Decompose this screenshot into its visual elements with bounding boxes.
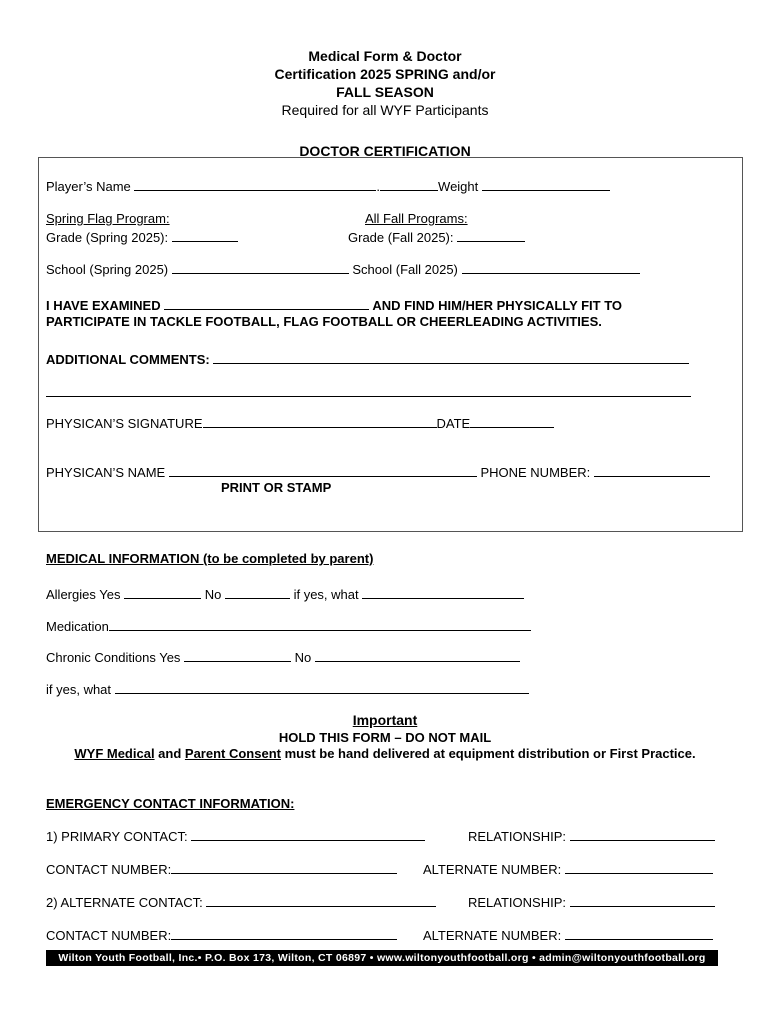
contact-number-row-2	[46, 927, 397, 943]
contact-number-label-2: CONTACT NUMBER:	[46, 928, 172, 943]
physician-name-label: PHYSICAN’S NAME	[46, 465, 166, 480]
alternate-number-field-2[interactable]	[565, 927, 713, 940]
additional-comments-field-2[interactable]	[46, 384, 691, 397]
alternate-contact-field[interactable]	[206, 894, 436, 907]
grade-spring-row	[46, 229, 238, 245]
form-title-line1: Medical Form & Doctor	[308, 48, 462, 64]
additional-comments-row	[46, 351, 689, 367]
alternate-number-row-2	[423, 927, 713, 943]
allergies-yes-label: Allergies Yes	[46, 587, 121, 602]
additional-comments-label: ADDITIONAL COMMENTS:	[46, 352, 210, 367]
alternate-contact-row	[46, 894, 436, 910]
relationship-row-2	[468, 894, 715, 910]
grade-fall-row	[348, 229, 525, 245]
medication-row	[46, 618, 531, 634]
date-label: DATE	[436, 416, 471, 431]
alternate-number-row-1	[423, 861, 713, 877]
weight-field[interactable]	[482, 178, 610, 191]
grade-fall-field[interactable]	[457, 229, 525, 242]
additional-comments-row2	[46, 384, 691, 400]
chronic-row	[46, 649, 520, 665]
relationship-field-2[interactable]	[570, 894, 715, 907]
physician-name-field[interactable]	[169, 464, 477, 477]
chronic-yes-label: Chronic Conditions Yes	[46, 650, 181, 665]
print-or-stamp: PRINT OR STAMP	[221, 480, 332, 495]
examined-label-c: PARTICIPATE IN TACKLE FOOTBALL, FLAG FOOTBALL OR CHEERLEADING ACTIVITIES.	[46, 314, 602, 329]
grade-fall-label: Grade (Fall 2025):	[348, 230, 454, 245]
school-spring-label: School (Spring 2025)	[46, 262, 169, 277]
alternate-number-field-1[interactable]	[565, 861, 713, 874]
delivery-notice	[0, 746, 770, 761]
contact-number-field-1[interactable]	[171, 861, 397, 874]
relationship-row-1	[468, 828, 715, 844]
alternate-number-label-1: ALTERNATE NUMBER:	[423, 862, 562, 877]
emergency-title: EMERGENCY CONTACT INFORMATION:	[46, 796, 295, 811]
relationship-label-2: RELATIONSHIP:	[468, 895, 567, 910]
doctor-certification-title: DOCTOR CERTIFICATION	[299, 143, 471, 159]
signature-label: PHYSICAN’S SIGNATURE	[46, 416, 203, 431]
chronic-if-yes-row	[46, 681, 529, 697]
phone-field[interactable]	[594, 464, 710, 477]
chronic-what-field[interactable]	[115, 681, 529, 694]
school-fall-field[interactable]	[462, 261, 640, 274]
contact-number-field-2[interactable]	[171, 927, 397, 940]
school-spring-field[interactable]	[172, 261, 349, 274]
contact-number-row-1	[46, 861, 397, 877]
examined-label: I HAVE EXAMINED	[46, 298, 161, 313]
medication-field[interactable]	[109, 618, 531, 631]
form-title-line3: FALL SEASON	[336, 84, 434, 100]
allergies-row	[46, 586, 524, 602]
examined-label-b: AND FIND HIM/HER PHYSICALLY FIT TO	[372, 298, 623, 313]
allergies-no-label: No	[204, 587, 222, 602]
chronic-no-field[interactable]	[315, 649, 520, 662]
examined-field[interactable]	[164, 297, 369, 310]
relationship-field-1[interactable]	[570, 828, 715, 841]
allergies-what-field[interactable]	[362, 586, 524, 599]
alternate-contact-label: 2) ALTERNATE CONTACT:	[46, 895, 203, 910]
parent-consent-text: Parent Consent	[184, 746, 281, 761]
allergies-no-field[interactable]	[225, 586, 290, 599]
grade-spring-label: Grade (Spring 2025):	[46, 230, 169, 245]
physician-name-row	[46, 464, 710, 480]
medical-info-title: MEDICAL INFORMATION (to be completed by parent)	[46, 551, 374, 566]
players-name-field[interactable]	[134, 178, 376, 191]
wyf-medical-text: WYF Medical	[74, 746, 155, 761]
spring-flag-label: Spring Flag Program:	[46, 211, 170, 226]
all-fall-label: All Fall Programs:	[365, 211, 468, 226]
and-text: and	[154, 746, 185, 761]
chronic-if-yes-label: if yes, what	[46, 682, 112, 697]
players-name-label: Player’s Name	[46, 179, 131, 194]
primary-contact-row	[46, 828, 425, 844]
school-row	[46, 261, 640, 277]
primary-contact-label: 1) PRIMARY CONTACT:	[46, 829, 188, 844]
chronic-yes-field[interactable]	[184, 649, 291, 662]
allergies-yes-field[interactable]	[124, 586, 201, 599]
relationship-label-1: RELATIONSHIP:	[468, 829, 567, 844]
footer-bar: Wilton Youth Football, Inc.• P.O. Box 173, Wilton, CT 06897 • www.wiltonyouthfootball.org • admin@wiltonyouthfootball.org	[46, 950, 718, 966]
alternate-number-label-2: ALTERNATE NUMBER:	[423, 928, 562, 943]
school-fall-label: School (Fall 2025)	[352, 262, 458, 277]
important-title: Important	[352, 712, 418, 728]
players-name-field-ext[interactable]	[380, 178, 438, 191]
delivery-rest-text: must be hand delivered at equipment distribution or First Practice.	[280, 746, 696, 761]
contact-number-label-1: CONTACT NUMBER:	[46, 862, 172, 877]
date-field[interactable]	[470, 415, 554, 428]
form-title-line2: Certification 2025 SPRING and/or	[274, 66, 496, 82]
form-subtitle: Required for all WYF Participants	[281, 102, 489, 118]
weight-label: Weight	[438, 179, 479, 194]
additional-comments-field[interactable]	[213, 351, 689, 364]
signature-row	[46, 415, 554, 431]
players-name-row	[46, 178, 610, 194]
primary-contact-field[interactable]	[191, 828, 425, 841]
grade-spring-field[interactable]	[172, 229, 238, 242]
allergies-if-yes-label: if yes, what	[293, 587, 359, 602]
medication-label: Medication	[46, 619, 109, 634]
phone-label: PHONE NUMBER:	[480, 465, 591, 480]
signature-field[interactable]	[203, 415, 437, 428]
dot: .	[376, 179, 381, 194]
hold-form-notice: HOLD THIS FORM – DO NOT MAIL	[278, 730, 492, 745]
examined-row	[46, 297, 622, 313]
chronic-no-label: No	[294, 650, 312, 665]
